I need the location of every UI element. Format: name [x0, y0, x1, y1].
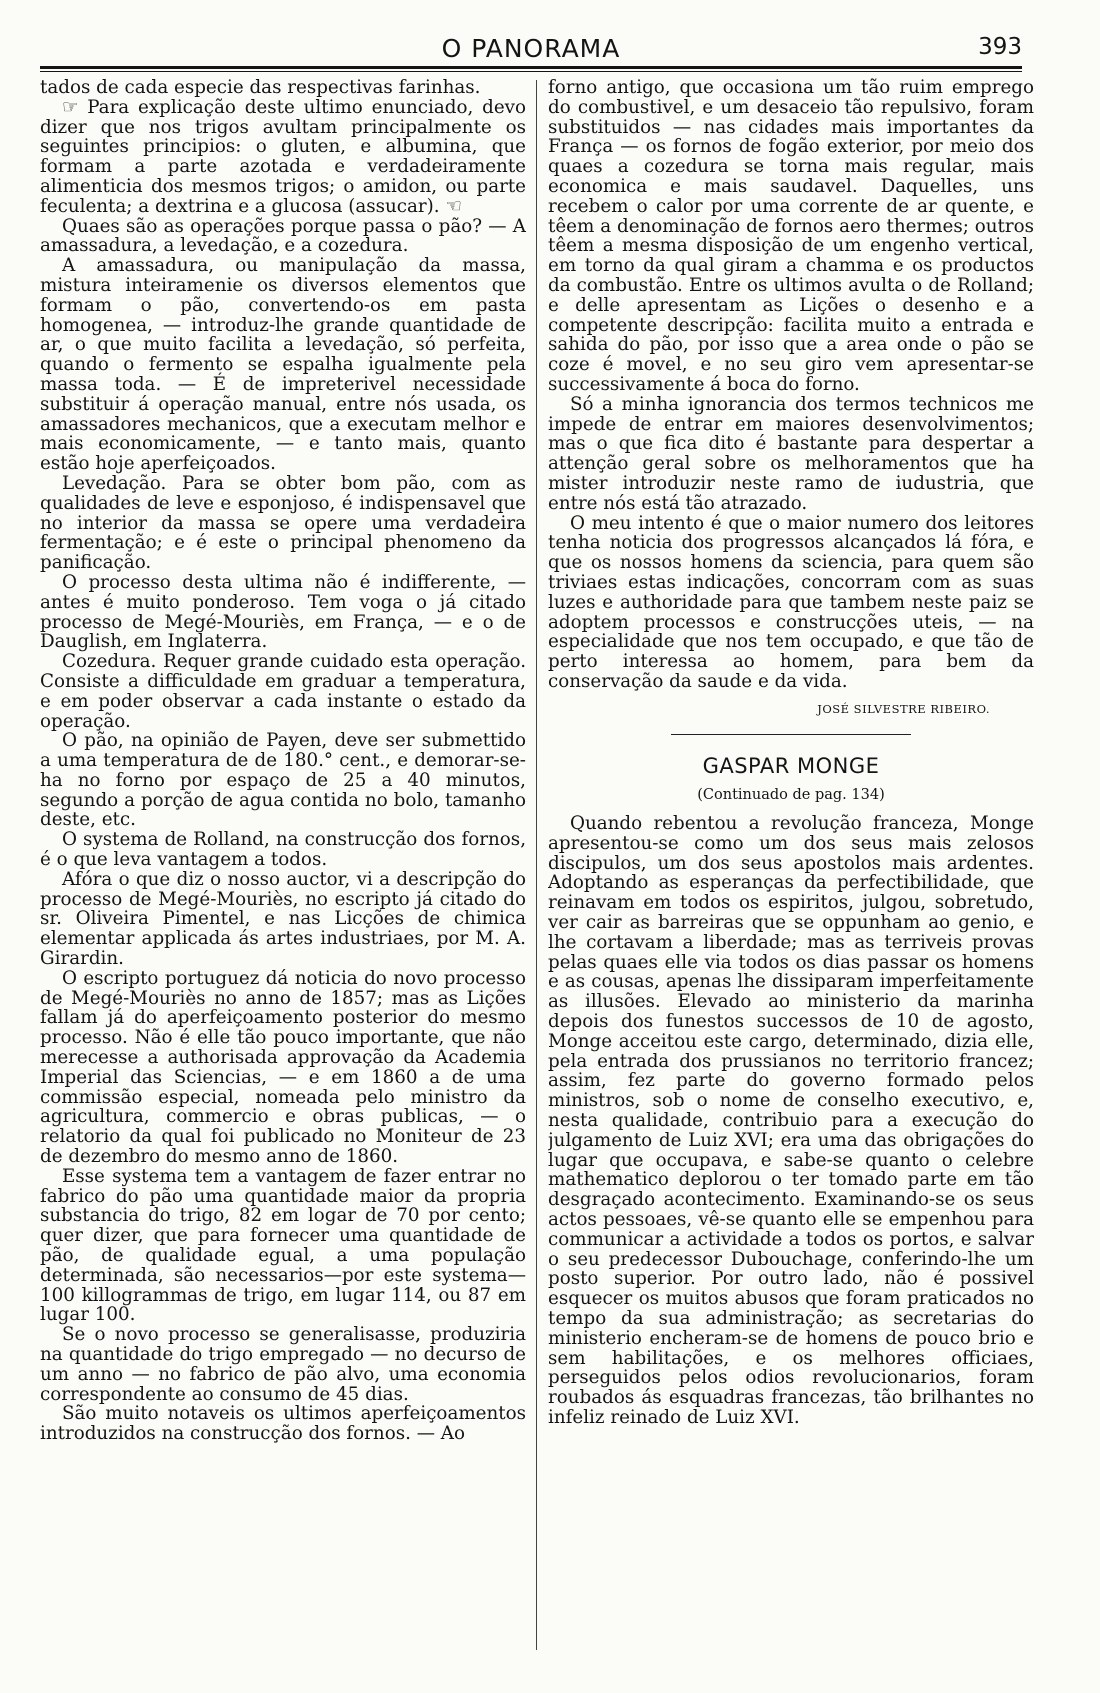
header-rule-thick [40, 66, 1022, 69]
paragraph: Se o novo processo se generalisasse, produziria na quantidade do trigo empregado — no decurso de um anno — no fabrico de pão alvo, uma economia correspondente ao consumo de 45 dias. [40, 1324, 526, 1405]
paragraph: O meu intento é que o maior numero dos leitores tenha noticia dos progressos alcançados lá fóra, e que os nossos homens da sciencia, para quem são triviaes estas indicações, concorram com as suas luzes e authoridade para que tambem neste paiz se adoptem processos e construcções uteis, — na especialidade que nos tem occupado, e que tão de perto interessa ao homem, para bem da conservação da saude e da vida. [548, 512, 1034, 692]
paragraph: Afóra o que diz o nosso auctor, vi a descripção do processo de Megé-Mouriès, no escripto já citado do sr. Oliveira Pimentel, e nas Licções de chimica elementar applicada ás artes industriaes, por M. A. Girardin. [40, 868, 526, 970]
author-signature: JOSÉ SILVESTRE RIBEIRO. [817, 701, 990, 716]
header-rule-thin [40, 71, 1022, 72]
paragraph: Cozedura. Requer grande cuidado esta operação. Consiste a difficuldade em graduar a temperatura, e em poder observar a cada instante o estado da operação. [40, 651, 526, 732]
paragraph: Levedação. Para se obter bom pão, com as qualidades de leve e esponjoso, é indispensavel que no interior da massa se opere uma verdadeira fermentação; e é este o principal phenomeno da panificação. [40, 472, 526, 574]
page-header [40, 28, 1022, 68]
left-column [40, 78, 526, 1678]
paragraph: O escripto portuguez dá noticia do novo processo de Megé-Mouriès no anno de 1857; mas as Lições fallam já do aperfeiçoamento posterior do mesmo processo. Não é elle tão pouco importante, que não merecesse a authorisada approvação da Academia Imperial das Sciencias, — e em 1860 a de uma commissão especial, nomeada pelo ministro da agricultura, commercio e obras publicas, — o relatorio da qual foi publicado no Moniteur de 23 de dezembro do mesmo anno de 1860. [40, 967, 526, 1168]
paragraph: tados de cada especie das respectivas farinhas. [40, 78, 481, 98]
paragraph: forno antigo, que occasiona um tão ruim emprego do combustivel, e um desaceio tão repulsivo, foram substituidos — nas cidades mais importantes da França — os fornos de fogão exterior, por meio dos quaes a cozedura se torna mais regular, mais economica e mais saudavel. Daquelles, uns recebem o calor por uma corrente de ar quente, e têem a denominação de fornos aero thermes; outros têem a mesma disposição de um engenho vertical, em torno da qual giram a chamma e os productos da combustão. Entre os ultimos avulta o de Rolland; e delle apresentam as Lições o desenho e a competente descripção: facilita muito a entrada e sahida do pão, por isso que a area onde o pão se coze é movel, e no seu giro vem apresentar-se successivamente á boca do forno. [548, 78, 1034, 395]
paragraph: Só a minha ignorancia dos termos technicos me impede de entrar em maiores desenvolvimentos; mas o que fica dito é bastante para despertar a attenção geral sobre os melhoramentos que ha mister introduzir neste ramo de iudustria, que entre nós está tão atrazado. [548, 393, 1034, 514]
column-divider [536, 80, 537, 1650]
paragraph: O pão, na opinião de Payen, deve ser submettido a uma temperatura de de 180.° cent., e demorar-se-ha no forno por espaço de 25 a 40 minutos, segundo a porção de agua contida no bolo, tamanho deste, etc. [40, 730, 526, 831]
paragraph: O systema de Rolland, na construcção dos fornos, é o que leva vantagem a todos. [40, 829, 526, 871]
periodical-title: O PANORAMA [441, 34, 621, 63]
page-number: 393 [978, 34, 1022, 60]
paragraph: Quando rebentou a revolução franceza, Monge apresentou-se como um dos seus mais zelosos discipulos, um dos seus apostolos mais ardentes. Adoptando as esperanças da perfectibilidade, que reinavam em todos os espiritos, julgou, sobretudo, ver cair as barreiras que se oppunham ao genio, e lhe cortavam a liberdade; mas as terriveis provas pelas quaes elle via todos os dias passar os homens e as cousas, apenas lhe dissiparam imperfeitamente as illusões. Elevado ao ministerio da marinha depois dos funestos successos de 10 de agosto, Monge acceitou este cargo, determinado, dizia elle, pela entrada dos prussianos no territorio francez; assim, fez parte do governo formado pelos ministros, sob o nome de conselho executivo, e, nesta qualidade, contribuio para a execução do julgamento de Luiz XVI; era uma das obrigações do lugar que occupava, e sabe-se quanto o celebre mathematico deplorou o ter tomado parte em tão desgraçado acontecimento. Examinando-se os seus actos pessoaes, vê-se quanto elle se empenhou para communicar a actividade a todos os portos, e salvar o seu predecessor Dubouchage, conferindo-lhe um posto superior. Por outro lado, não é possivel esquecer os muitos abusos que foram praticados no tempo da sua administração; as secretarias do ministerio encheram-se de homens de pouco brio e sem habilitações, e os melhores officiaes, perseguidos pelos odios revolucionarios, foram roubados ás esquadras francezas, tão brilhantes no infeliz reinado de Luiz XVI. [548, 813, 1034, 1428]
section-subtitle: (Continuado de pag. 134) [697, 787, 885, 804]
paragraph: Quaes são as operações porque passa o pão? — A amassadura, a levedação, e a cozedura. [40, 215, 526, 257]
paragraph: A amassadura, ou manipulação da massa, mistura inteiramenie os diversos elementos que formam o pão, convertendo-os em pasta homogenea, — introduz-lhe grande quantidade de ar, o que muito facilita a levedação, só perfeita, quando o fermento se espalha igualmente pela massa toda. — É de impreterivel necessidade substituir á operação manual, entre nós usada, os amassadores mechanicos, que a executam melhor e mais economicamente, — e tanto mais, quanto estão hoje aperfeiçoados. [40, 255, 526, 475]
section-separator [671, 734, 911, 735]
paragraph: O processo desta ultima não é indifferente, — antes é muito ponderoso. Tem voga o já citado processo de Megé-Mouriès, em França, — e o de Dauglish, em Inglaterra. [40, 571, 526, 653]
right-column [548, 78, 1034, 1678]
paragraph: ☞ Para explicação deste ultimo enunciado, devo dizer que nos trigos avultam principalmente os seguintes principios: o gluten, e albumina, que formam a parte azotada e verdadeiramente alimenticia dos mesmos trigos; o amidon, ou parte feculenta; a dextrina e a glucosa (assucar). ☜ [40, 96, 526, 217]
section-title: GASPAR MONGE [702, 753, 880, 778]
paragraph: Esse systema tem a vantagem de fazer entrar no fabrico do pão uma quantidade maior da propria substancia do trigo, 82 em logar de 70 por cento; quer dizer, que para fornecer uma quantidade de pão, de qualidade egual, a uma população determinada, são necessarios—por este systema—100 killogrammas de trigo, em lugar 114, ou 87 em lugar 100. [40, 1165, 526, 1326]
paragraph: São muito notaveis os ultimos aperfeiçoamentos introduzidos na construcção dos fornos. — Ao [40, 1403, 526, 1445]
